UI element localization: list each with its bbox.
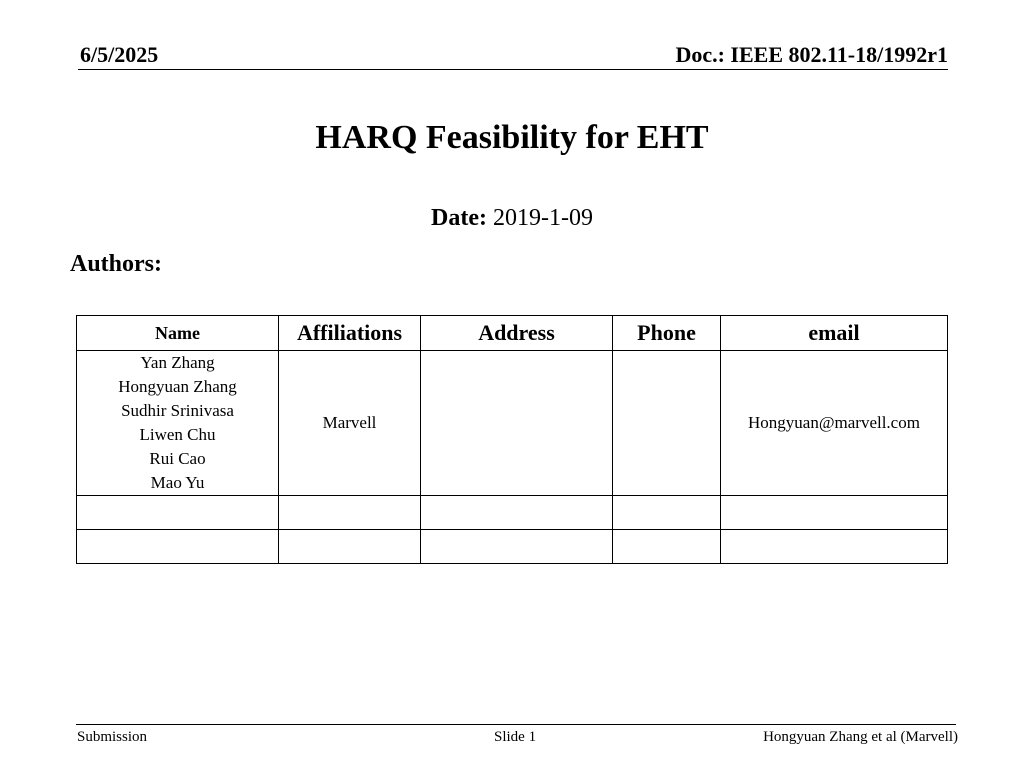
table-row-empty xyxy=(77,530,948,564)
column-header-phone: Phone xyxy=(613,316,721,351)
cell-empty xyxy=(77,496,279,530)
cell-empty xyxy=(279,496,421,530)
column-header-name: Name xyxy=(77,316,279,351)
cell-empty xyxy=(613,496,721,530)
footer-authors: Hongyuan Zhang et al (Marvell) xyxy=(763,729,958,745)
header-divider xyxy=(78,69,948,70)
column-header-affiliations: Affiliations xyxy=(279,316,421,351)
column-header-address: Address xyxy=(421,316,613,351)
cell-empty xyxy=(279,530,421,564)
table-row-empty xyxy=(77,496,948,530)
author-name: Rui Cao xyxy=(149,449,206,468)
column-header-email: email xyxy=(721,316,948,351)
header-date: 6/5/2025 xyxy=(80,42,159,67)
cell-empty xyxy=(421,530,613,564)
cell-empty xyxy=(613,530,721,564)
date-line xyxy=(0,202,1024,234)
cell-names xyxy=(77,351,279,496)
cell-empty xyxy=(421,496,613,530)
author-name: Hongyuan Zhang xyxy=(118,377,237,396)
author-name: Liwen Chu xyxy=(139,425,216,444)
table-row xyxy=(77,351,948,496)
slide-title: HARQ Feasibility for EHT xyxy=(315,119,709,156)
footer-submission: Submission xyxy=(77,729,148,745)
cell-address xyxy=(421,351,613,496)
footer-divider xyxy=(76,724,956,725)
authors-table xyxy=(76,315,948,564)
cell-empty xyxy=(721,496,948,530)
author-name: Sudhir Srinivasa xyxy=(121,401,234,420)
author-name: Yan Zhang xyxy=(140,353,215,372)
author-name: Mao Yu xyxy=(150,473,205,492)
date-value: 2019-1-09 xyxy=(492,205,593,231)
authors-label: Authors: xyxy=(70,251,163,277)
date-label: Date: xyxy=(431,205,487,231)
header-doc-id: Doc.: IEEE 802.11-18/1992r1 xyxy=(675,42,948,67)
table-header-row xyxy=(77,316,948,351)
cell-empty xyxy=(721,530,948,564)
footer-slide-number: Slide 1 xyxy=(494,729,537,745)
cell-empty xyxy=(77,530,279,564)
cell-affiliation: Marvell xyxy=(279,351,421,496)
cell-phone xyxy=(613,351,721,496)
cell-email: Hongyuan@marvell.com xyxy=(721,351,948,496)
